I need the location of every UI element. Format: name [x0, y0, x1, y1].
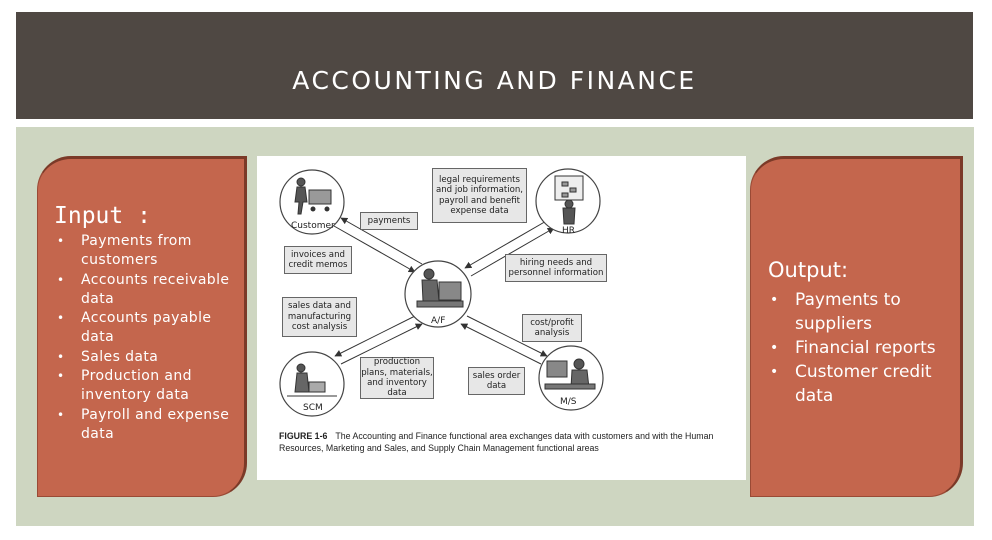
slide-header — [16, 12, 973, 119]
customer-label: Customer — [291, 221, 335, 231]
af-label: A/F — [431, 316, 446, 326]
list-item: • Sales data — [54, 348, 234, 367]
output-heading: Output: — [768, 258, 849, 282]
cost-profit-box: cost/profit analysis — [522, 314, 582, 342]
invoices-box: invoices and credit memos — [284, 246, 352, 274]
sales-data-box: sales data and manufacturing cost analysis — [282, 297, 357, 337]
legal-requirements-box: legal requirements and job information, payroll and benefit expense data — [432, 168, 527, 223]
input-heading: Input : — [54, 203, 151, 229]
list-item: • Accounts payable data — [57, 310, 212, 346]
ms-label: M/S — [560, 397, 577, 407]
bullet-icon: • — [57, 349, 65, 364]
bullet-icon: • — [770, 340, 779, 356]
bullet-icon: • — [57, 407, 65, 422]
hiring-needs-box: hiring needs and personnel information — [505, 254, 607, 282]
figure-caption — [279, 430, 741, 455]
list-item: • Accounts receivable data — [57, 271, 230, 307]
payments-box: payments — [360, 212, 418, 230]
af-diagram-figure — [257, 156, 746, 480]
list-item: • Payments to suppliers — [770, 290, 901, 334]
list-item: • Payroll and expense data — [57, 406, 230, 442]
sales-order-box: sales order data — [468, 367, 525, 395]
slide-title: ACCOUNTING AND FINANCE — [292, 66, 697, 95]
output-card — [750, 156, 963, 497]
hr-label: HR — [562, 226, 576, 236]
bullet-icon: • — [57, 311, 65, 326]
input-card — [37, 156, 247, 497]
output-list — [768, 288, 958, 408]
production-plans-box: production plans, materials, and inventory data — [361, 357, 433, 399]
caption-label: FIGURE 1-6 — [279, 431, 328, 441]
list-item: • Payments from customers — [57, 233, 192, 269]
bullet-icon: • — [770, 292, 779, 308]
list-item: • Customer credit data — [770, 362, 932, 406]
bullet-icon: • — [57, 272, 65, 287]
list-item: • Production and inventory data — [57, 368, 192, 404]
list-item: • Financial reports — [770, 338, 936, 358]
bullet-icon: • — [57, 234, 65, 248]
caption-text: The Accounting and Finance functional area exchanges data with customers and with the Human Resources, Marketing and Sales, and Supply Chain Management functional areas — [279, 431, 714, 454]
bullet-icon: • — [57, 369, 65, 384]
scm-label: SCM — [303, 403, 323, 413]
input-list — [54, 232, 234, 444]
bullet-icon: • — [770, 364, 779, 380]
